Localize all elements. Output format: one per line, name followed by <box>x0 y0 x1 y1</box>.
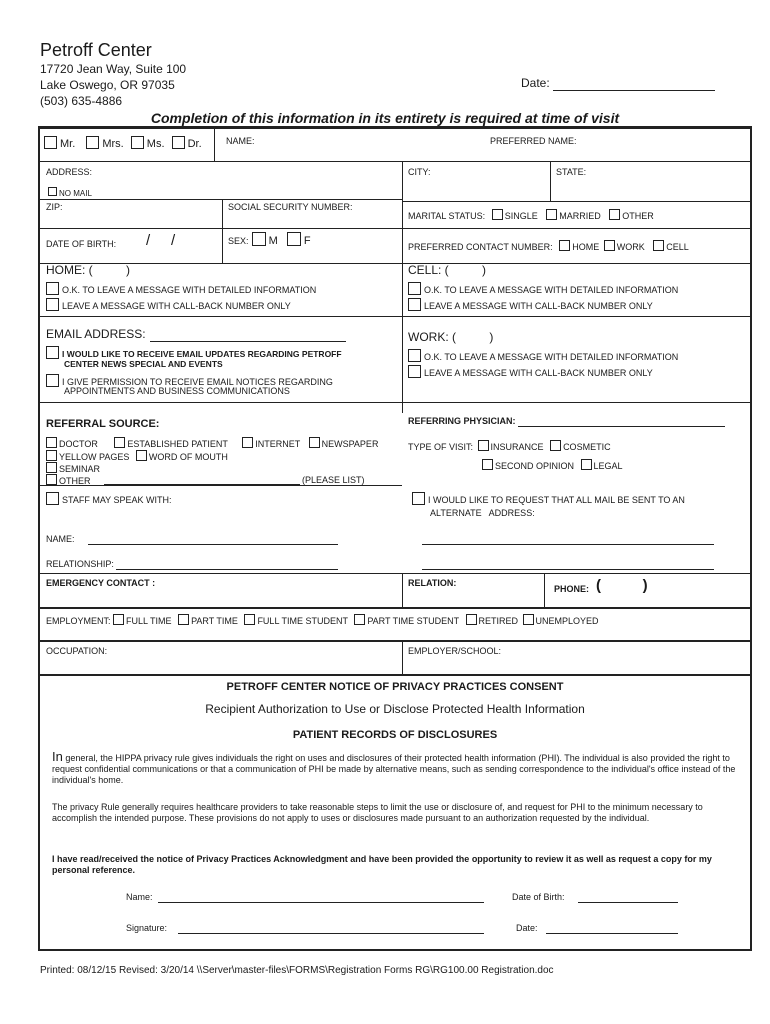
emp-unemployed-label: UNEMPLOYED <box>535 616 599 626</box>
alt-address-label: I WOULD LIKE TO REQUEST THAT ALL MAIL BE SENT TO AN <box>428 495 685 505</box>
org-address-line1: 17720 Jean Way, Suite 100 <box>40 62 187 76</box>
email-perm-label: I GIVE PERMISSION TO RECEIVE EMAIL NOTICES REGARDING <box>62 377 333 387</box>
home-ok-label: O.K. TO LEAVE A MESSAGE WITH DETAILED INFORMATION <box>62 285 317 295</box>
signature-field[interactable] <box>178 933 484 934</box>
privacy-para1-text: general, the HIPPA privacy rule gives individuals the right on uses and disclosures of their protected health information (PHI). The individual is also provided the right to request confidential communications or that a communication of PHI be made by alternative means, such as sending correspondence to the individual's office instead of the individual's home. <box>52 753 736 785</box>
second-opinion-label: SECOND OPINION <box>495 461 575 471</box>
referral-row-1 <box>46 437 378 450</box>
email-updates-option <box>46 346 342 360</box>
alt-address-label-2: ALTERNATE ADDRESS: <box>430 508 535 518</box>
cell-ok-checkbox[interactable] <box>408 282 421 295</box>
org-address-line2: Lake Oswego, OR 97035 <box>40 78 175 92</box>
pref-contact-label: PREFERRED CONTACT NUMBER: <box>408 242 553 252</box>
email-updates-checkbox[interactable] <box>46 346 59 359</box>
referring-physician-label: REFERRING PHYSICIAN: <box>408 416 516 426</box>
please-list-label: (PLEASE LIST) <box>302 475 365 485</box>
work-ok-checkbox[interactable] <box>408 349 421 362</box>
sex-m-label: M <box>268 235 278 247</box>
pc-work-label: WORK <box>616 242 645 252</box>
ssn-label: SOCIAL SECURITY NUMBER: <box>228 202 353 212</box>
alt-address-option <box>412 492 685 506</box>
email-updates-label-2: CENTER NEWS SPECIAL AND EVENTS <box>64 359 223 369</box>
emp-ft-label: FULL TIME <box>126 616 172 626</box>
cell-ok-detailed <box>408 282 678 296</box>
sig-dob-field[interactable] <box>578 902 678 903</box>
privacy-paragraph-2: The privacy Rule generally requires healthcare providers to take reasonable steps to limit the use or disclosure of, and request for PHI to the minimum necessary to accomplish the intended purpose. These provisions do not apply to uses or disclosures made pursuant to an authorization requested by the individual. <box>52 802 703 823</box>
emp-retired-label: RETIRED <box>478 616 519 626</box>
sex-m-checkbox[interactable] <box>252 232 266 246</box>
sig-dob-label: Date of Birth: <box>512 892 565 902</box>
ref-newspaper-checkbox[interactable] <box>309 437 320 448</box>
state-label: STATE: <box>556 167 587 177</box>
registration-form <box>38 126 752 951</box>
required-notice: Completion of this information in its entirety is required at time of visit <box>150 110 620 126</box>
header-date-label: Date: <box>521 76 550 90</box>
privacy-paragraph-1 <box>52 751 744 786</box>
type-of-visit <box>408 440 611 453</box>
footer-print-info: Printed: 08/12/15 Revised: 3/20/14 \\Server\master-files\FORMS\Registration Forms RG\RG100.00 Registration.doc <box>40 965 554 976</box>
sig-date-field[interactable] <box>546 933 678 934</box>
legal-label: LEGAL <box>593 461 623 471</box>
other-marital-label: OTHER <box>622 211 654 221</box>
home-callback-label: LEAVE A MESSAGE WITH CALL-BACK NUMBER ONLY <box>62 301 291 311</box>
contact-name-field[interactable] <box>88 544 338 545</box>
emp-fts-checkbox[interactable] <box>244 614 255 625</box>
signature-label: Signature: <box>126 923 168 933</box>
preferred-contact <box>408 240 689 253</box>
email-label: EMAIL ADDRESS: <box>46 327 146 341</box>
emp-ft-checkbox[interactable] <box>113 614 124 625</box>
insurance-checkbox[interactable] <box>478 440 489 451</box>
married-checkbox[interactable] <box>546 209 557 220</box>
cell-phone-label: CELL: ( ) <box>408 263 487 277</box>
sex-f-checkbox[interactable] <box>287 232 301 246</box>
emp-unemployed-checkbox[interactable] <box>523 614 534 625</box>
legal-checkbox[interactable] <box>581 459 592 470</box>
title-options <box>44 136 202 150</box>
ref-other-label: OTHER <box>59 476 91 486</box>
work-callback <box>408 365 653 379</box>
privacy-para1-first: In <box>52 749 63 764</box>
dr-checkbox[interactable] <box>172 136 185 149</box>
org-name: Petroff Center <box>40 40 152 60</box>
alt-address-checkbox[interactable] <box>412 492 425 505</box>
cell-ok-label: O.K. TO LEAVE A MESSAGE WITH DETAILED INFORMATION <box>424 285 679 295</box>
pc-home-checkbox[interactable] <box>559 240 570 251</box>
pc-work-checkbox[interactable] <box>604 240 615 251</box>
records-title: PATIENT RECORDS OF DISCLOSURES <box>292 729 498 741</box>
marital-label: MARITAL STATUS: <box>408 211 486 221</box>
home-callback-checkbox[interactable] <box>46 298 59 311</box>
work-phone-label: WORK: ( ) <box>408 330 494 344</box>
alt-address-field-1[interactable] <box>422 544 714 545</box>
privacy-subtitle: Recipient Authorization to Use or Disclose Protected Health Information <box>205 702 585 716</box>
dr-label: Dr. <box>187 138 202 150</box>
privacy-title: PETROFF CENTER NOTICE OF PRIVACY PRACTICES CONSENT <box>226 681 564 693</box>
header-date-field[interactable] <box>553 76 715 91</box>
referring-physician-field[interactable] <box>518 426 725 427</box>
address-label: ADDRESS: <box>46 167 93 177</box>
type-of-visit-2 <box>482 459 623 472</box>
home-phone-label: HOME: ( ) <box>46 263 130 277</box>
ref-wom-label: WORD OF MOUTH <box>148 452 228 462</box>
cell-callback <box>408 298 653 312</box>
other-marital-checkbox[interactable] <box>609 209 620 220</box>
sig-date-label: Date: <box>516 923 538 933</box>
no-mail-option <box>48 187 92 199</box>
zip-label: ZIP: <box>46 202 63 212</box>
referral-label: REFERRAL SOURCE: <box>46 418 160 430</box>
staff-may-speak <box>46 492 172 506</box>
email-updates-label: I WOULD LIKE TO RECEIVE EMAIL UPDATES REGARDING PETROFF <box>62 349 342 359</box>
email-field[interactable] <box>150 341 346 342</box>
home-ok-checkbox[interactable] <box>46 282 59 295</box>
mrs-checkbox[interactable] <box>86 136 99 149</box>
ref-established-checkbox[interactable] <box>114 437 125 448</box>
preferred-name-label: PREFERRED NAME: <box>490 136 577 146</box>
second-opinion-checkbox[interactable] <box>482 459 493 470</box>
ref-yellow-label: YELLOW PAGES <box>59 452 130 462</box>
header-date <box>521 76 715 91</box>
insurance-label: INSURANCE <box>490 442 544 452</box>
ref-internet-checkbox[interactable] <box>242 437 253 448</box>
pc-cell-label: CELL <box>666 242 689 252</box>
emp-pt-checkbox[interactable] <box>178 614 189 625</box>
type-visit-label: TYPE OF VISIT: <box>408 442 474 452</box>
emp-pts-checkbox[interactable] <box>354 614 365 625</box>
alt-address-field-2[interactable] <box>422 569 714 570</box>
work-callback-checkbox[interactable] <box>408 365 421 378</box>
ref-newspaper-label: NEWSPAPER <box>321 439 379 449</box>
cell-callback-label: LEAVE A MESSAGE WITH CALL-BACK NUMBER ONLY <box>424 301 653 311</box>
relationship-label: RELATIONSHIP: <box>46 559 114 569</box>
mr-checkbox[interactable] <box>44 136 57 149</box>
privacy-acknowledgment: I have read/received the notice of Privacy Practices Acknowledgment and have been provided the opportunity to review it as well as request a copy for my personal reference. <box>52 854 712 875</box>
ref-other-checkbox[interactable] <box>46 474 57 485</box>
relation-label: RELATION: <box>408 578 457 588</box>
sex-field <box>228 232 311 247</box>
dob-slashes: / / <box>146 232 176 249</box>
org-phone: (503) 635-4886 <box>40 94 123 108</box>
relationship-field[interactable] <box>116 569 338 570</box>
work-ok-detailed <box>408 349 678 363</box>
sig-name-label: Name: <box>126 892 153 902</box>
mrs-label: Mrs. <box>102 138 124 150</box>
employment-label: EMPLOYMENT: <box>46 616 111 626</box>
no-mail-label: NO MAIL <box>59 189 92 198</box>
ms-label: Ms. <box>146 138 165 150</box>
emp-retired-checkbox[interactable] <box>466 614 477 625</box>
work-callback-label: LEAVE A MESSAGE WITH CALL-BACK NUMBER ONLY <box>424 368 653 378</box>
employer-label: EMPLOYER/SCHOOL: <box>408 646 502 656</box>
ref-established-label: ESTABLISHED PATIENT <box>127 439 228 449</box>
ref-seminar-label: SEMINAR <box>59 464 101 474</box>
marital-status <box>408 209 654 222</box>
ms-checkbox[interactable] <box>131 136 144 149</box>
name-label: NAME: <box>226 136 255 146</box>
staff-speak-label: STAFF MAY SPEAK WITH: <box>62 495 172 505</box>
phone-label: PHONE: <box>554 584 590 594</box>
pc-cell-checkbox[interactable] <box>653 240 664 251</box>
single-checkbox[interactable] <box>492 209 503 220</box>
married-label: MARRIED <box>559 211 601 221</box>
work-ok-label: O.K. TO LEAVE A MESSAGE WITH DETAILED INFORMATION <box>424 352 679 362</box>
no-mail-checkbox[interactable] <box>48 187 57 196</box>
emp-pts-label: PART TIME STUDENT <box>367 616 459 626</box>
cell-callback-checkbox[interactable] <box>408 298 421 311</box>
sig-name-field[interactable] <box>158 902 484 903</box>
occupation-label: OCCUPATION: <box>46 646 108 656</box>
emp-fts-label: FULL TIME STUDENT <box>257 616 348 626</box>
ref-doctor-label: DOCTOR <box>59 439 98 449</box>
pc-home-label: HOME <box>572 242 600 252</box>
cosmetic-checkbox[interactable] <box>550 440 561 451</box>
mr-label: Mr. <box>60 138 76 150</box>
email-perm-checkbox[interactable] <box>46 374 59 387</box>
emp-pt-label: PART TIME <box>191 616 238 626</box>
dob-label: DATE OF BIRTH: <box>46 239 117 249</box>
home-callback <box>46 298 291 312</box>
emergency-label: EMERGENCY CONTACT : <box>46 578 156 588</box>
employment-row <box>46 614 599 627</box>
home-ok-detailed <box>46 282 316 296</box>
single-label: SINGLE <box>504 211 538 221</box>
sex-f-label: F <box>303 235 311 247</box>
sex-label: SEX: <box>228 236 249 246</box>
staff-speak-checkbox[interactable] <box>46 492 59 505</box>
ref-seminar-checkbox[interactable] <box>46 462 57 473</box>
email-perm-label-2: APPOINTMENTS AND BUSINESS COMMUNICATIONS <box>64 386 290 396</box>
ref-internet-label: INTERNET <box>255 439 301 449</box>
ref-yellow-checkbox[interactable] <box>46 450 57 461</box>
ref-doctor-checkbox[interactable] <box>46 437 57 448</box>
phone-paren: ( ) <box>596 577 648 594</box>
city-label: CITY: <box>408 167 431 177</box>
contact-name-label: NAME: <box>46 534 75 544</box>
ref-wom-checkbox[interactable] <box>136 450 147 461</box>
cosmetic-label: COSMETIC <box>563 442 611 452</box>
